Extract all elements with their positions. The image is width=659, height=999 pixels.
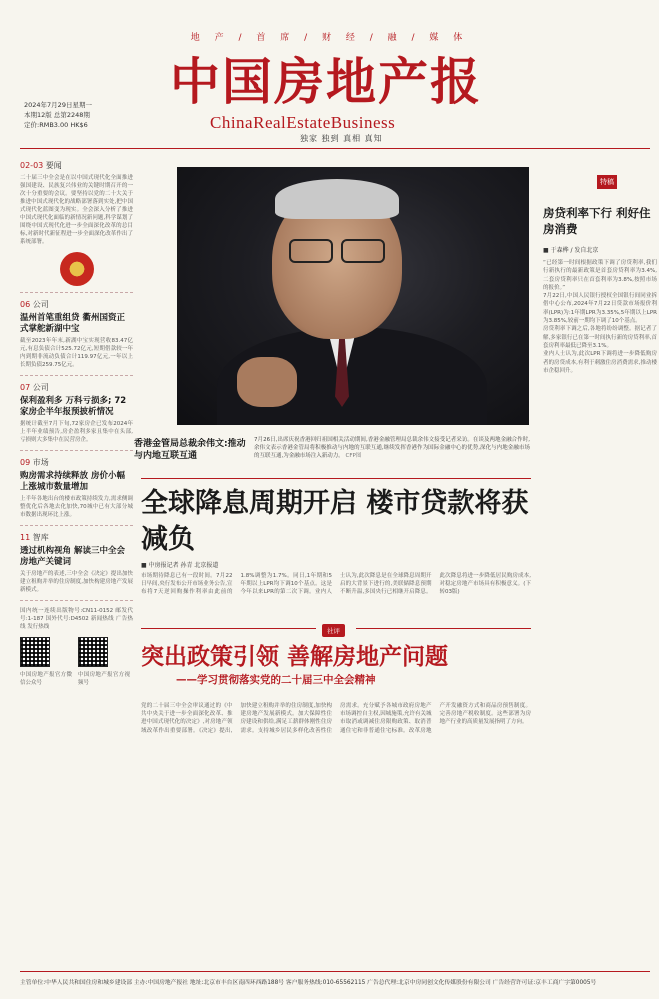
masthead-rule [20, 148, 650, 149]
issue-price: 定价:RMB3.00 HK$6 [24, 121, 88, 129]
commentary-subhead: ——学习贯彻落实党的二十届三中全会精神 [176, 674, 376, 686]
photo-caption-title[interactable]: 香港金管局总裁余伟文:推动与内地互联互通 [134, 439, 246, 461]
sidebar-section-text: 截至2023年年末,新湖中宝实现营收83.47亿元,有息负债合计525.72亿元,短期借款较一年内到期非流动负债合计119.97亿元,一年以上长期负债259.75亿元。 [20, 338, 133, 368]
special-body: “已经第一时间根据政策下调了房贷利率,我们行新执行的最新政策是首套房贷利率为3.4%,二套房贷利率只在首套利率为3.8%,按照市场的报价。” 7月22日,中国人民银行授权全国银行间同业拆借中心公布,2024年7月22日贷款市场报价利率(LPR)为:1年期LPR为3.35%,5年期以上LPR为3.85%,较前一期均下调了10个基点。 房贷利率下调之后,各地将纷纷调整。据记者了解,多家银行已在第一时间执行新的房贷利率,首套房利率最低已降至3.1%。 业内人士认为,此次LPR下调将进一步降低购房者的房贷成本,有利于刺激住房消费需求,推动楼市企稳回升。 [543, 260, 657, 374]
qr-caption: 中国房地产报官方视频号 [78, 672, 130, 686]
sidebar-section-text: 据统计截至7月下旬,72家房企已发布2024年上半年业绩预告,房企盈利多家且集中在头部,亏损则大多集中在民营房企。 [20, 421, 133, 443]
masthead-motto: 独家 独到 真相 真知 [300, 134, 383, 143]
special-byline: ■ 于森桦 / 发自北京 [543, 247, 599, 254]
masthead-title: 中国房地产报 [170, 52, 482, 111]
qr-code-icon[interactable] [78, 637, 108, 667]
qr-code-icon[interactable] [20, 637, 50, 667]
sidebar-section-label: 06 公司 [20, 300, 49, 309]
issue-date: 2024年7月29日星期一 [24, 101, 92, 109]
sidebar-headline[interactable]: 购房需求持续释放 房价小幅上涨城市数量增加 [20, 471, 125, 492]
sidebar-section-label: 09 市场 [20, 458, 49, 467]
lead-byline: ■ 中房报记者 孙青 北京报道 [141, 562, 219, 569]
sidebar-section-label: 11 智库 [20, 533, 49, 542]
qr-block [78, 637, 130, 687]
lead-photo [177, 167, 529, 425]
photo-credit: CFP图 [345, 453, 362, 459]
national-emblem-icon [60, 252, 94, 286]
masthead-slogan: 地 产 / 首 席 / 财 经 / 融 / 媒 体 [190, 33, 469, 43]
divider [20, 450, 133, 451]
commentary-tag: 社评 [322, 624, 345, 637]
sidebar-section-text: 上半年各地出台的楼市政策持续发力,需求侧调整优化后各地去化加快,70城中已有大部分城市数据出现环比上涨。 [20, 496, 133, 518]
issue-number: 本期12版 总第2248期 [24, 111, 90, 119]
qr-caption: 中国房地产报官方微信公众号 [20, 672, 72, 686]
commentary-headline[interactable]: 突出政策引领 善解房地产问题 [141, 643, 449, 670]
commentary-rule-right [356, 628, 531, 629]
lead-headline[interactable]: 全球降息周期开启 楼市贷款将获减负 [141, 488, 529, 555]
special-headline[interactable]: 房贷利率下行 利好住房消费 [543, 206, 651, 236]
lead-body: 市场期待降息已有一段时间。7月22日早间,央行发布公开市场业务公告,宣布将7天逆回购操作利率由此前的1.8%调整为1.7%。同日,1年期和5年期以上LPR均下调10个基点。这是今年以来LPR的第二次下调。业内人士认为,此次降息是在全球降息周期开启的大背景下进行的,美联储降息预期不断升温,多国央行已相继开启降息。此次降息将进一步降低居民购房成本,对稳定房地产市场具有积极意义。(下转03版) [141, 573, 531, 595]
divider [20, 292, 133, 293]
sidebar-section-text: 二十届三中全会是在以中国式现代化全面推进强国建设、民族复兴伟业的关键时期召开的一次十分重要的会议。要坚持以党的二十大关于推进中国式现代化的战略部署落到实处,把中国式现代化蓝图变为现实。全会深入分析了推进中国式现代化面临的新情况新问题,科学谋划了围绕中国式现代化进一步全面深化改革的总目标,对新时代新征程进一步全面深化改革作出了系统部署。 [20, 175, 133, 245]
sidebar-section-label: 07 公司 [20, 383, 49, 392]
commentary-rule-left [141, 628, 316, 629]
divider [20, 375, 133, 376]
sidebar-index [20, 160, 133, 968]
publication-info [24, 100, 92, 130]
sidebar-headline[interactable]: 透过机构视角 解读三中全会房地产关键词 [20, 546, 125, 567]
sidebar-section-text: 关于房地产的表述,三中全会《决定》提出加快建立租购并举的住房制度,加快构建房地产发展新模式。 [20, 571, 133, 593]
sidebar-section-label: 02-03 要闻 [20, 161, 62, 170]
special-article [543, 205, 657, 965]
photo-caption-text: 7月26日,出席庆祝香港回归祖国相关活动期间,香港金融管理局总裁余伟文接受记者采访。在谈及两地金融合作时,余伟文表示香港金管局将积极推动与内地的互联互通,继续发挥香港作为国际金融中心的优势,深化与内地金融市场的互联互通,为金融市场注入新动力。 CFP图 [254, 437, 530, 459]
publish-info: 国内统一连续出版物号:CN11-0152 邮发代号:1-187 国外代号:D4502 新闻热线 广告热线 发行热线 [20, 608, 133, 630]
lead-rule [141, 478, 531, 479]
qr-codes [20, 637, 133, 687]
divider [20, 600, 133, 601]
qr-block [20, 637, 72, 687]
special-tag: 特稿 [597, 175, 617, 189]
footer-rule [20, 971, 650, 972]
footer-info: 主管单位:中华人民共和国住房和城乡建设部 主办:中国房地产报社 地址:北京市丰台区南四环西路188号 客户服务热线:010-65562115 广告总代理:北京中房同创文化传媒股份有限公司 广告经营许可证:京丰工商广字第0005号 [20, 980, 597, 986]
masthead-english: ChinaRealEstateBusiness [210, 113, 396, 132]
sidebar-headline[interactable]: 温州首笔重组贷 衢州国资正式掌舵新湖中宝 [20, 313, 125, 334]
divider [20, 525, 133, 526]
commentary-body: 党的二十届三中全会审议通过的《中共中央关于进一步全面深化改革、推进中国式现代化的决定》,对房地产领域改革作出重要部署。《决定》提出,加快建立租购并举的住房制度,加快构建房地产发展新模式。加大保障性住房建设和供给,满足工薪群体刚性住房需求。支持城乡居民多样化改善性住房需求。充分赋予各城市政府房地产市场调控自主权,因城施策,允许有关城市取消或调减住房限购政策、取消普通住宅和非普通住宅标准。改革房地产开发融资方式和商品房预售制度。完善房地产税收制度。这些部署为房地产行业的高质量发展指明了方向。 [141, 703, 531, 734]
sidebar-headline[interactable]: 保利盈利多 万科亏损多; 72家房企半年报预披析情况 [20, 396, 127, 417]
